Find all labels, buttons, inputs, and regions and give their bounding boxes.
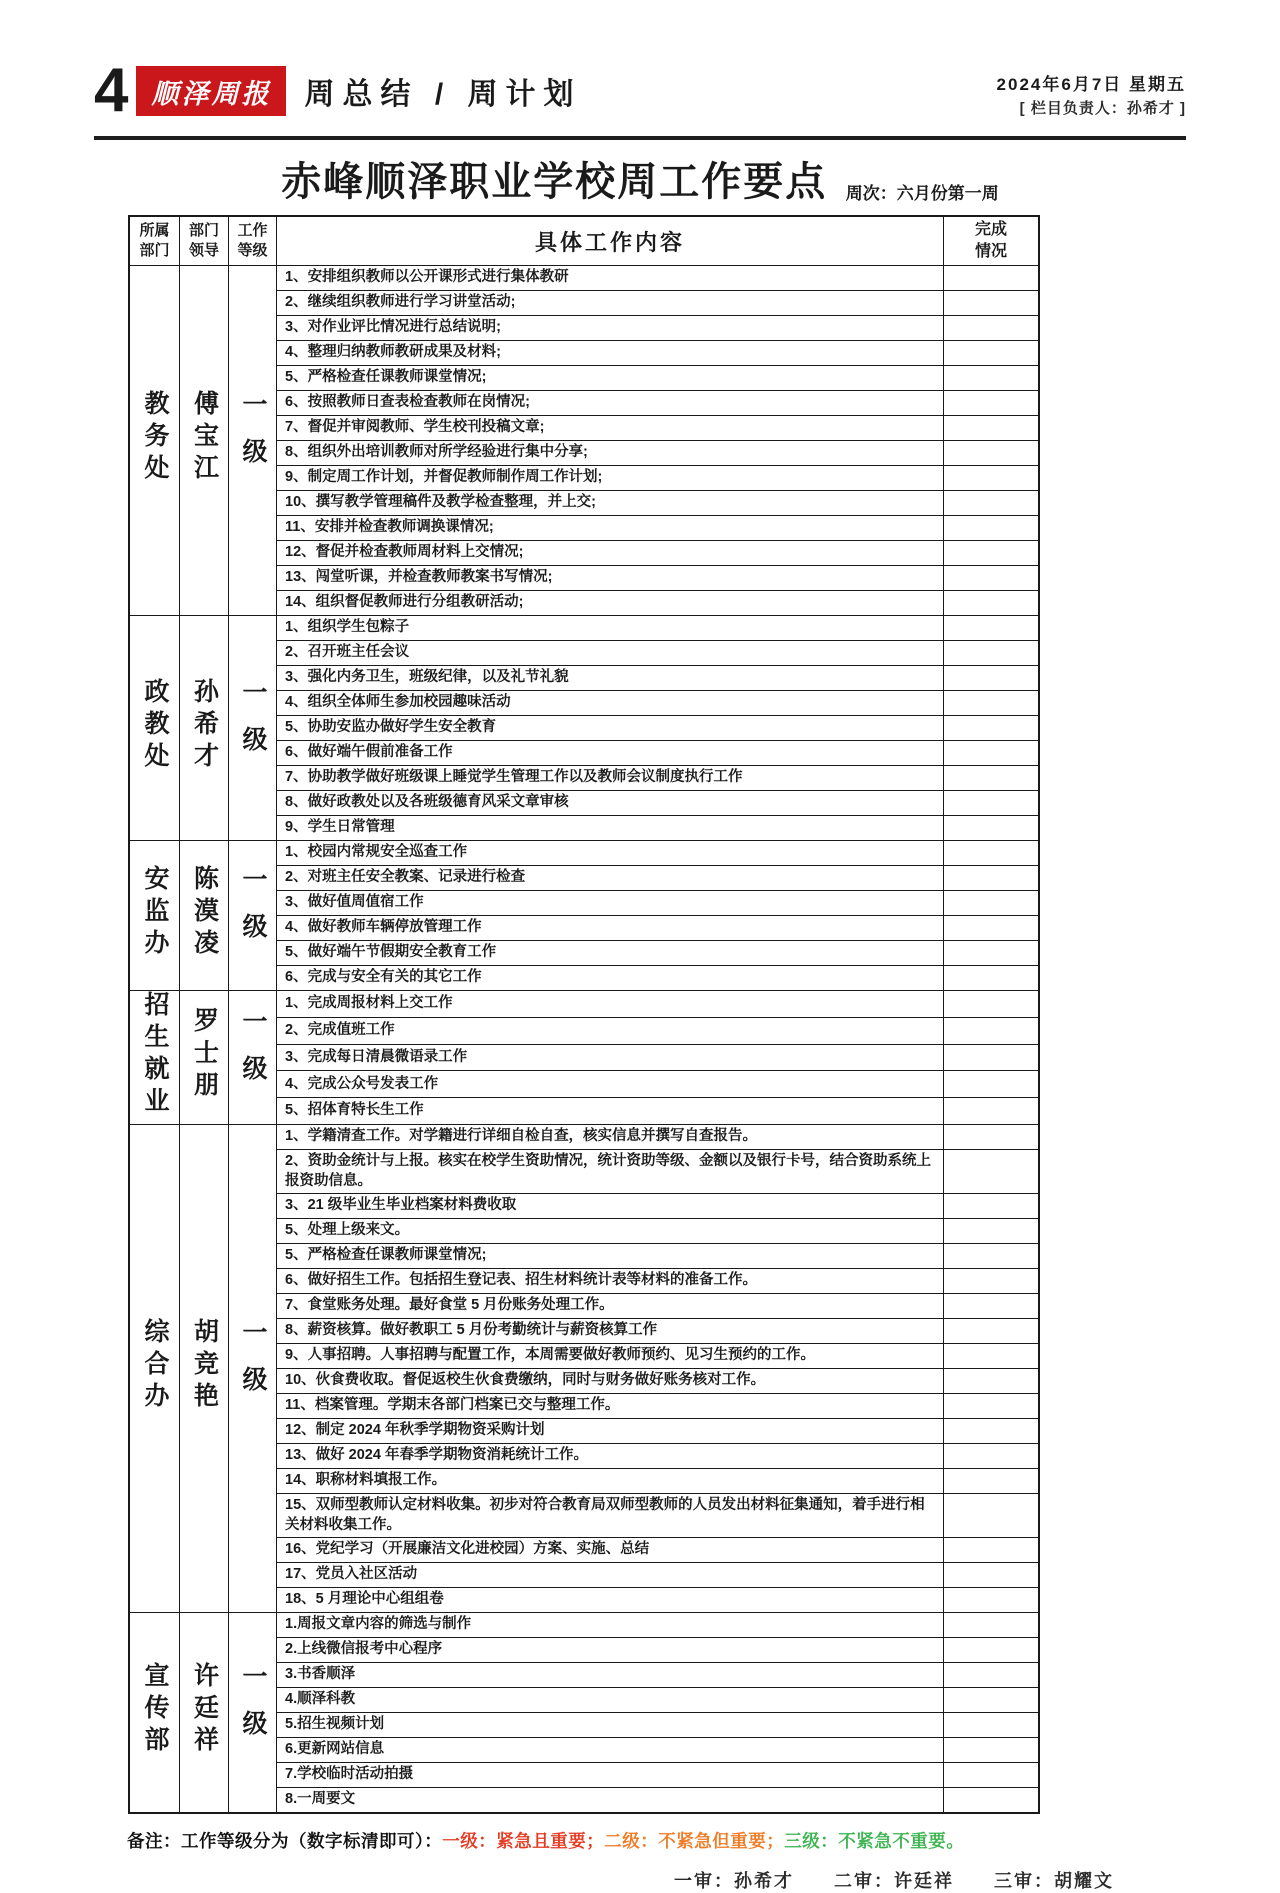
- status-cell: [944, 516, 1040, 541]
- status-cell: [944, 1369, 1040, 1394]
- department-cell: [129, 991, 180, 1125]
- weekly-work-table: [128, 215, 1040, 1814]
- leader-cell-text: 陈漠凌: [190, 865, 219, 961]
- work-item-cell: 1、组织学生包粽子: [277, 616, 944, 641]
- level-cell: [229, 1125, 277, 1613]
- header-leader: [180, 216, 229, 266]
- status-cell: [944, 991, 1040, 1018]
- status-cell: [944, 366, 1040, 391]
- level-cell-text: 一级: [239, 1319, 267, 1414]
- level-cell: [229, 991, 277, 1125]
- work-item-cell: 7、协助教学做好班级课上睡觉学生管理工作以及教师会议制度执行工作: [277, 766, 944, 791]
- table-row: [129, 266, 1039, 291]
- status-cell: [944, 666, 1040, 691]
- reviewers-line: 一审：孙希才 二审：许廷祥 三审：胡耀文: [674, 1871, 1114, 1892]
- work-item-cell: 1、校园内常规安全巡查工作: [277, 841, 944, 866]
- status-cell: [944, 1319, 1040, 1344]
- department-cell-text: 政教处: [141, 677, 169, 774]
- status-cell: [944, 491, 1040, 516]
- work-item-cell: 16、党纪学习（开展廉洁文化进校园）方案、实施、总结: [277, 1538, 944, 1563]
- work-item-cell: 2、资助金统计与上报。核实在校学生资助情况，统计资助等级、金额以及银行卡号，结合资助系统上报资助信息。: [277, 1150, 944, 1194]
- level-cell: [229, 841, 277, 991]
- work-item-cell: 2.上线微信报考中心程序: [277, 1638, 944, 1663]
- status-cell: [944, 1444, 1040, 1469]
- status-cell: [944, 1638, 1040, 1663]
- level-cell-text: 一级: [239, 866, 267, 960]
- work-item-cell: 1.周报文章内容的筛选与制作: [277, 1613, 944, 1638]
- work-item-cell: 11、档案管理。学期末各部门档案已交与整理工作。: [277, 1394, 944, 1419]
- work-item-cell: 8、组织外出培训教师对所学经验进行集中分享;: [277, 441, 944, 466]
- status-cell: [944, 1269, 1040, 1294]
- status-cell: [944, 616, 1040, 641]
- status-cell: [944, 916, 1040, 941]
- work-item-cell: 5、招体育特长生工作: [277, 1098, 944, 1125]
- status-cell: [944, 1688, 1040, 1713]
- leader-cell: [180, 1613, 229, 1814]
- status-cell: [944, 691, 1040, 716]
- status-cell: [944, 791, 1040, 816]
- status-cell: [944, 1763, 1040, 1788]
- leader-cell: [180, 266, 229, 616]
- column-title: 周总结 / 周计划: [304, 78, 582, 111]
- leader-cell-text: 许廷祥: [190, 1662, 219, 1759]
- status-cell: [944, 1588, 1040, 1613]
- status-cell: [944, 1244, 1040, 1269]
- work-item-cell: 2、召开班主任会议: [277, 641, 944, 666]
- work-item-cell: 9、制定周工作计划，并督促教师制作周工作计划;: [277, 466, 944, 491]
- leader-cell: [180, 616, 229, 841]
- work-item-cell: 8.一周要文: [277, 1788, 944, 1814]
- status-cell: [944, 541, 1040, 566]
- header-leader-label: 部门领导: [188, 221, 219, 259]
- work-item-cell: 9、人事招聘。人事招聘与配置工作，本周需要做好教师预约、见习生预约的工作。: [277, 1344, 944, 1369]
- work-item-cell: 8、薪资核算。做好教职工 5 月份考勤统计与薪资核算工作: [277, 1319, 944, 1344]
- work-item-cell: 4、整理归纳教师教研成果及材料;: [277, 341, 944, 366]
- work-item-cell: 6、按照教师日查表检查教师在岗情况;: [277, 391, 944, 416]
- department-cell: [129, 1125, 180, 1613]
- date-line: 2024年6月7日 星期五: [996, 75, 1186, 94]
- table-header: [129, 216, 1039, 266]
- work-item-cell: 4.顺泽科教: [277, 1688, 944, 1713]
- status-cell: [944, 266, 1040, 291]
- header-department-label: 所属部门: [139, 221, 170, 259]
- header-level-label: 工作等级: [237, 221, 268, 259]
- work-item-cell: 3、完成每日清晨微语录工作: [277, 1044, 944, 1071]
- status-cell: [944, 1494, 1040, 1538]
- week-label: 周次：六月份第一周: [845, 184, 999, 203]
- work-item-cell: 10、伙食费收取。督促返校生伙食费缴纳，同时与财务做好账务核对工作。: [277, 1369, 944, 1394]
- status-cell: [944, 291, 1040, 316]
- table-row: [129, 1613, 1039, 1638]
- work-item-cell: 2、继续组织教师进行学习讲堂活动;: [277, 291, 944, 316]
- status-cell: [944, 1098, 1040, 1125]
- work-item-cell: 4、完成公众号发表工作: [277, 1071, 944, 1098]
- status-cell: [944, 641, 1040, 666]
- status-cell: [944, 1469, 1040, 1494]
- status-cell: [944, 466, 1040, 491]
- status-cell: [944, 1563, 1040, 1588]
- status-cell: [944, 1017, 1040, 1044]
- work-item-cell: 5、处理上级来文。: [277, 1219, 944, 1244]
- work-item-cell: 10、撰写教学管理稿件及教学检查整理，并上交;: [277, 491, 944, 516]
- status-cell: [944, 566, 1040, 591]
- leader-cell-text: 罗士朋: [190, 1007, 219, 1103]
- status-cell: [944, 416, 1040, 441]
- work-item-cell: 5、严格检查任课教师课堂情况;: [277, 1244, 944, 1269]
- level-legend: [442, 1831, 964, 1851]
- table-header-row: [129, 216, 1039, 266]
- masthead: [94, 0, 1186, 140]
- work-item-cell: 3.书香顺泽: [277, 1663, 944, 1688]
- work-item-cell: 1、安排组织教师以公开课形式进行集体教研: [277, 266, 944, 291]
- status-cell: [944, 966, 1040, 991]
- leader-cell-text: 傅宝江: [190, 390, 219, 486]
- work-item-cell: 3、强化内务卫生，班级纪律，以及礼节礼貌: [277, 666, 944, 691]
- work-item-cell: 18、5 月理论中心组组卷: [277, 1588, 944, 1613]
- level-cell-text: 一级: [239, 1008, 267, 1102]
- work-item-cell: 13、闯堂听课，并检查教师教案书写情况;: [277, 566, 944, 591]
- work-item-cell: 9、学生日常管理: [277, 816, 944, 841]
- level-cell: [229, 1613, 277, 1814]
- work-item-cell: 1、完成周报材料上交工作: [277, 991, 944, 1018]
- department-cell: [129, 841, 180, 991]
- status-cell: [944, 1344, 1040, 1369]
- leader-cell: [180, 991, 229, 1125]
- editor-line: [ 栏目负责人：孙希才 ]: [1019, 99, 1186, 117]
- level-cell-text: 一级: [239, 1663, 267, 1758]
- status-cell: [944, 1394, 1040, 1419]
- status-cell: [944, 1150, 1040, 1194]
- status-cell: [944, 1713, 1040, 1738]
- page-number: 4: [94, 56, 127, 125]
- status-cell: [944, 591, 1040, 616]
- status-cell: [944, 391, 1040, 416]
- logo-text: 顺泽周报: [151, 78, 272, 110]
- table-row: [129, 616, 1039, 641]
- work-item-cell: 5、协助安监办做好学生安全教育: [277, 716, 944, 741]
- work-item-cell: 4、组织全体师生参加校园趣味活动: [277, 691, 944, 716]
- work-item-cell: 3、21 级毕业生毕业档案材料费收取: [277, 1194, 944, 1219]
- level-cell: [229, 616, 277, 841]
- status-cell: [944, 766, 1040, 791]
- work-item-cell: 11、安排并检查教师调换课情况;: [277, 516, 944, 541]
- work-item-cell: 6、完成与安全有关的其它工作: [277, 966, 944, 991]
- level-legend-item: 一级：紧急且重要；: [442, 1831, 605, 1852]
- work-item-cell: 14、组织督促教师进行分组教研活动;: [277, 591, 944, 616]
- status-cell: [944, 316, 1040, 341]
- status-cell: [944, 1738, 1040, 1763]
- work-item-cell: 2、对班主任安全教案、记录进行检查: [277, 866, 944, 891]
- status-cell: [944, 891, 1040, 916]
- work-item-cell: 3、做好值周值宿工作: [277, 891, 944, 916]
- work-item-cell: 14、职称材料填报工作。: [277, 1469, 944, 1494]
- work-item-cell: 6、做好招生工作。包括招生登记表、招生材料统计表等材料的准备工作。: [277, 1269, 944, 1294]
- status-cell: [944, 841, 1040, 866]
- leader-cell: [180, 841, 229, 991]
- header-status-label: 完成情况: [974, 221, 1007, 260]
- status-cell: [944, 1663, 1040, 1688]
- department-cell-text: 招生就业: [141, 991, 169, 1119]
- work-table-body: [129, 266, 1039, 1814]
- leader-cell: [180, 1125, 229, 1613]
- status-cell: [944, 1125, 1040, 1150]
- work-item-cell: 12、督促并检查教师周材料上交情况;: [277, 541, 944, 566]
- department-cell: [129, 616, 180, 841]
- header-status: [944, 216, 1040, 266]
- level-cell-text: 一级: [239, 391, 267, 485]
- department-cell-text: 宣传部: [141, 1662, 169, 1759]
- status-cell: [944, 1538, 1040, 1563]
- department-cell-text: 教务处: [141, 390, 169, 486]
- status-cell: [944, 341, 1040, 366]
- status-cell: [944, 1044, 1040, 1071]
- work-item-cell: 2、完成值班工作: [277, 1017, 944, 1044]
- status-cell: [944, 816, 1040, 841]
- status-cell: [944, 941, 1040, 966]
- work-item-cell: 13、做好 2024 年春季学期物资消耗统计工作。: [277, 1444, 944, 1469]
- title-row: [94, 150, 1186, 207]
- newspaper-logo: [136, 66, 286, 116]
- work-item-cell: 6.更新网站信息: [277, 1738, 944, 1763]
- note-prefix: 备注：工作等级分为（数字标清即可）：: [127, 1831, 443, 1852]
- work-item-cell: 1、学籍清查工作。对学籍进行详细自检自查，核实信息并撰写自查报告。: [277, 1125, 944, 1150]
- status-cell: [944, 1613, 1040, 1638]
- status-cell: [944, 866, 1040, 891]
- work-item-cell: 4、做好教师车辆停放管理工作: [277, 916, 944, 941]
- status-cell: [944, 1194, 1040, 1219]
- work-item-cell: 12、制定 2024 年秋季学期物资采购计划: [277, 1419, 944, 1444]
- masthead-right: [997, 72, 1186, 122]
- status-cell: [944, 441, 1040, 466]
- work-item-cell: 5.招生视频计划: [277, 1713, 944, 1738]
- department-cell: [129, 266, 180, 616]
- table-row: [129, 1125, 1039, 1150]
- status-cell: [944, 1788, 1040, 1814]
- header-content: 具体工作内容: [277, 216, 944, 266]
- header-department: [129, 216, 180, 266]
- level-cell: [229, 266, 277, 616]
- work-item-cell: 15、双师型教师认定材料收集。初步对符合教育局双师型教师的人员发出材料征集通知，着手进行相关材料收集工作。: [277, 1494, 944, 1538]
- work-item-cell: 5、做好端午节假期安全教育工作: [277, 941, 944, 966]
- work-item-cell: 7、督促并审阅教师、学生校刊投稿文章;: [277, 416, 944, 441]
- status-cell: [944, 716, 1040, 741]
- status-cell: [944, 1071, 1040, 1098]
- masthead-left: [94, 56, 582, 125]
- work-item-cell: 7、食堂账务处理。最好食堂 5 月份账务处理工作。: [277, 1294, 944, 1319]
- leader-cell-text: 孙希才: [190, 677, 219, 774]
- level-legend-item: 二级：不紧急但重要；: [604, 1831, 785, 1852]
- status-cell: [944, 1219, 1040, 1244]
- note-row: [94, 1828, 1186, 1853]
- level-legend-item: 三级：不紧急不重要。: [784, 1831, 965, 1852]
- work-item-cell: 3、对作业评比情况进行总结说明;: [277, 316, 944, 341]
- department-cell-text: 综合办: [141, 1318, 169, 1415]
- work-item-cell: 7.学校临时活动拍摄: [277, 1763, 944, 1788]
- header-level: [229, 216, 277, 266]
- page-title: 赤峰顺泽职业学校周工作要点: [281, 160, 828, 204]
- leader-cell-text: 胡竞艳: [190, 1318, 219, 1415]
- work-item-cell: 8、做好政教处以及各班级德育风采文章审核: [277, 791, 944, 816]
- department-cell: [129, 1613, 180, 1814]
- table-row: [129, 991, 1039, 1018]
- work-item-cell: 6、做好端午假前准备工作: [277, 741, 944, 766]
- status-cell: [944, 741, 1040, 766]
- work-item-cell: 5、严格检查任课教师课堂情况;: [277, 366, 944, 391]
- level-cell-text: 一级: [239, 678, 267, 773]
- status-cell: [944, 1294, 1040, 1319]
- department-cell-text: 安监办: [141, 865, 169, 961]
- status-cell: [944, 1419, 1040, 1444]
- work-item-cell: 17、党员入社区活动: [277, 1563, 944, 1588]
- table-row: [129, 841, 1039, 866]
